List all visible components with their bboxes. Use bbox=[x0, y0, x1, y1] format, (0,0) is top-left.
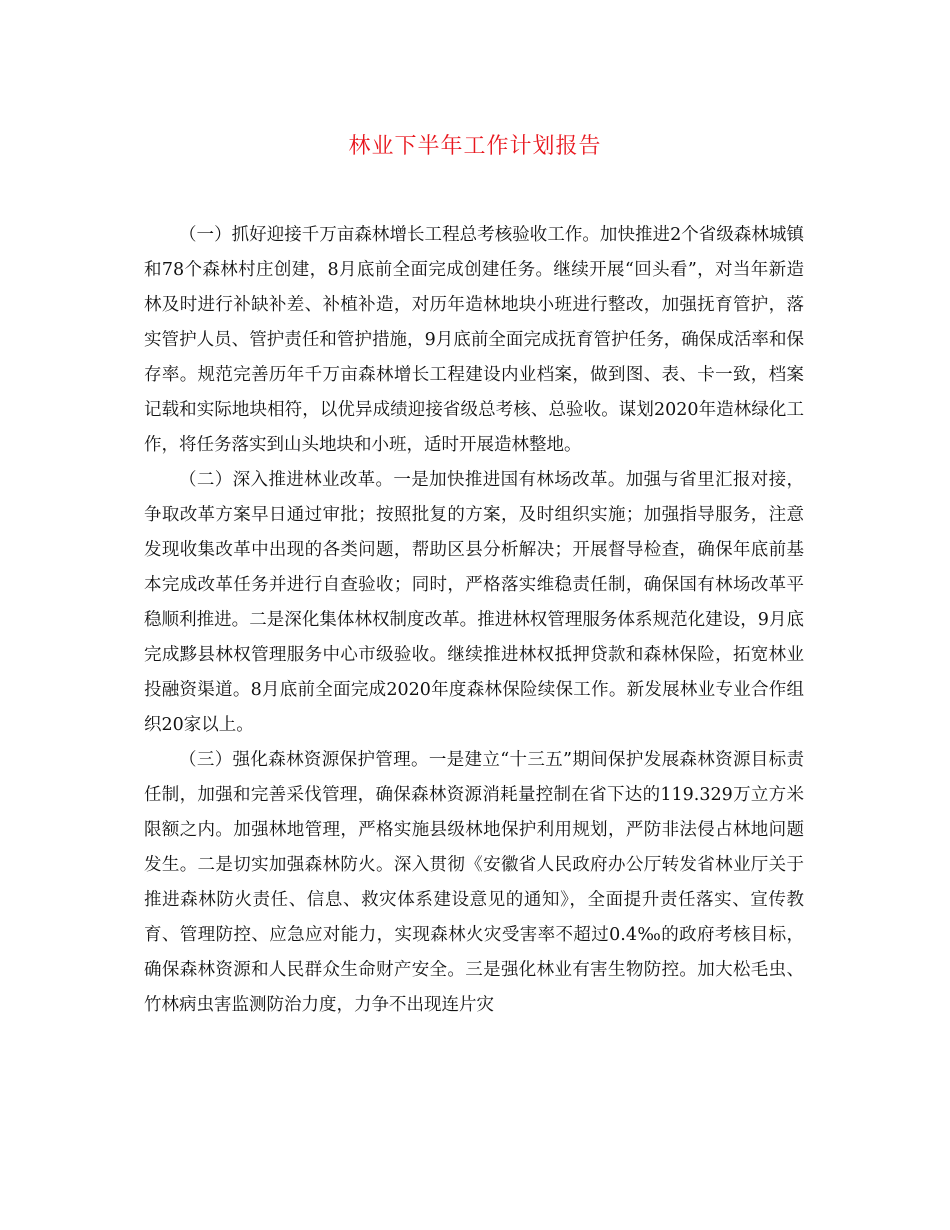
paragraph-2: （二）深入推进林业改革。一是加快推进国有林场改革。加强与省里汇报对接，争取改革方案早日通过审批；按照批复的方案，及时组织实施；加强指导服务，注意发现收集改革中出现的各类问题，帮助区县分析解决；开展督导检查，确保年底前基本完成改革任务并进行自查验收；同时，严格落实维稳责任制，确保国有林场改革平稳顺利推进。二是深化集体林权制度改革。推进林权管理服务体系规范化建设，9月底完成黟县林权管理服务中心市级验收。继续推进林权抵押贷款和森林保险，拓宽林业投融资渠道。8月底前全面完成2020年度森林保险续保工作。新发展林业专业合作组织20家以上。 bbox=[144, 470, 804, 735]
paragraph-1: （一）抓好迎接千万亩森林增长工程总考核验收工作。加快推进2个省级森林城镇和78个森林村庄创建，8月底前全面完成创建任务。继续开展“回头看”，对当年新造林及时进行补缺补差、补植补造，对历年造林地块小班进行整改，加强抚育管护，落实管护人员、管护责任和管护措施，9月底前全面完成抚育管护任务，确保成活率和保存率。规范完善历年千万亩森林增长工程建设内业档案，做到图、表、卡一致，档案记载和实际地块相符，以优异成绩迎接省级总考核、总验收。谋划2020年造林绿化工作，将任务落实到山头地块和小班，适时开展造林整地。 bbox=[144, 225, 804, 455]
paragraph-3: （三）强化森林资源保护管理。一是建立“十三五”期间保护发展森林资源目标责任制，加强和完善采伐管理，确保森林资源消耗量控制在省下达的119.329万立方米限额之内。加强林地管理，严格实施县级林地保护利用规划，严防非法侵占林地问题发生。二是切实加强森林防火。深入贯彻《安徽省人民政府办公厅转发省林业厅关于推进森林防火责任、信息、救灾体系建设意见的通知》，全面提升责任落实、宣传教育、管理防控、应急应对能力，实现森林火灾受害率不超过0.4‰的政府考核目标，确保森林资源和人民群众生命财产安全。三是强化林业有害生物防控。加大松毛虫、竹林病虫害监测防治力度，力争不出现连片灾 bbox=[144, 750, 804, 1015]
document-body bbox=[144, 218, 804, 1023]
document-title: 林业下半年工作计划报告 bbox=[348, 134, 602, 159]
